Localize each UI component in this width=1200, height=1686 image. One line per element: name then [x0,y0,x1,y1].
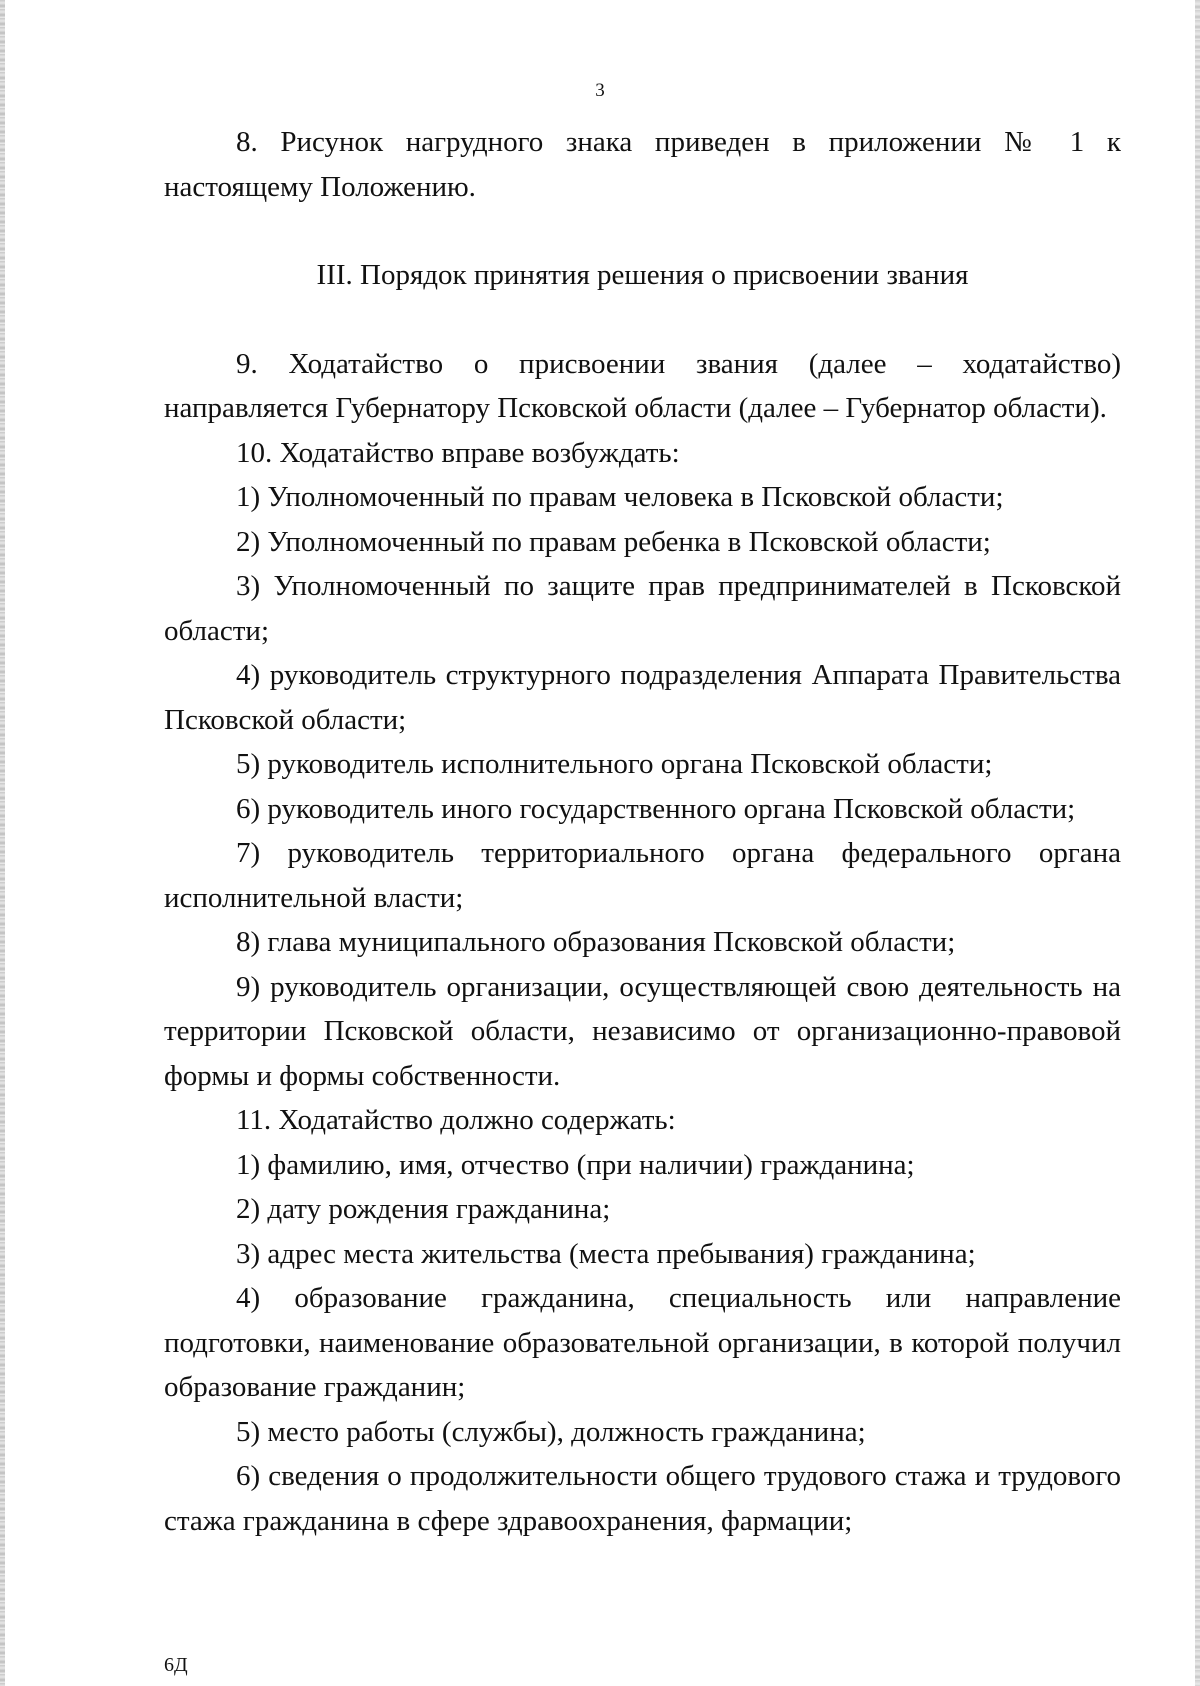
list-item: 8) глава муниципального образования Псковской области; [236,926,956,958]
document-body [164,120,1121,1543]
list-item: 7) руководитель территориального органа федерального органа исполнительной власти; [164,837,1121,914]
spacer [164,298,1121,342]
page-number: 3 [595,80,605,101]
list-item: 2) дату рождения гражданина; [236,1193,611,1225]
list-item: 5) место работы (службы), должность гражданина; [236,1415,866,1448]
list-item: 2) Уполномоченный по правам ребенка в Псковской области; [236,525,991,558]
list-item: 4) руководитель структурного подразделения Аппарата Правительства Псковской области; [164,659,1121,736]
paragraph-8: 8. Рисунок нагрудного знака приведен в приложении № 1 к настоящему Положению. [164,126,1121,203]
scan-edge-right [1195,0,1200,1686]
list-item: 1) фамилию, имя, отчество (при наличии) гражданина; [236,1148,915,1181]
list-item: 6) руководитель иного государственного органа Псковской области; [236,792,1076,825]
paragraph-10: 10. Ходатайство вправе возбуждать: [236,436,680,469]
paragraph-11: 11. Ходатайство должно содержать: [236,1104,676,1136]
scan-edge-left [0,0,5,1686]
footer-code: 6Д [164,1654,188,1676]
section-heading: III. Порядок принятия решения о присвоении звания [316,259,969,291]
list-item: 3) адрес места жительства (места пребывания) гражданина; [236,1237,976,1270]
spacer [164,209,1121,253]
list-item: 4) образование гражданина, специальность или направление подготовки, наименование образовательной организации, в которой получил образование гражданин; [164,1282,1121,1403]
list-item: 3) Уполномоченный по защите прав предпринимателей в Псковской области; [164,570,1121,647]
list-item: 5) руководитель исполнительного органа Псковской области; [236,748,993,780]
list-item: 1) Уполномоченный по правам человека в Псковской области; [236,481,1004,513]
list-item: 9) руководитель организации, осуществляющей свою деятельность на территории Псковской области, независимо от организационно-правовой формы и формы собственности. [164,970,1121,1092]
list-item: 6) сведения о продолжительности общего трудового стажа и трудового стажа гражданина в сфере здравоохранения, фармации; [164,1460,1121,1537]
paragraph-9: 9. Ходатайство о присвоении звания (далее – ходатайство) направляется Губернатору Псковской области (далее – Губернатор области). [164,347,1121,424]
